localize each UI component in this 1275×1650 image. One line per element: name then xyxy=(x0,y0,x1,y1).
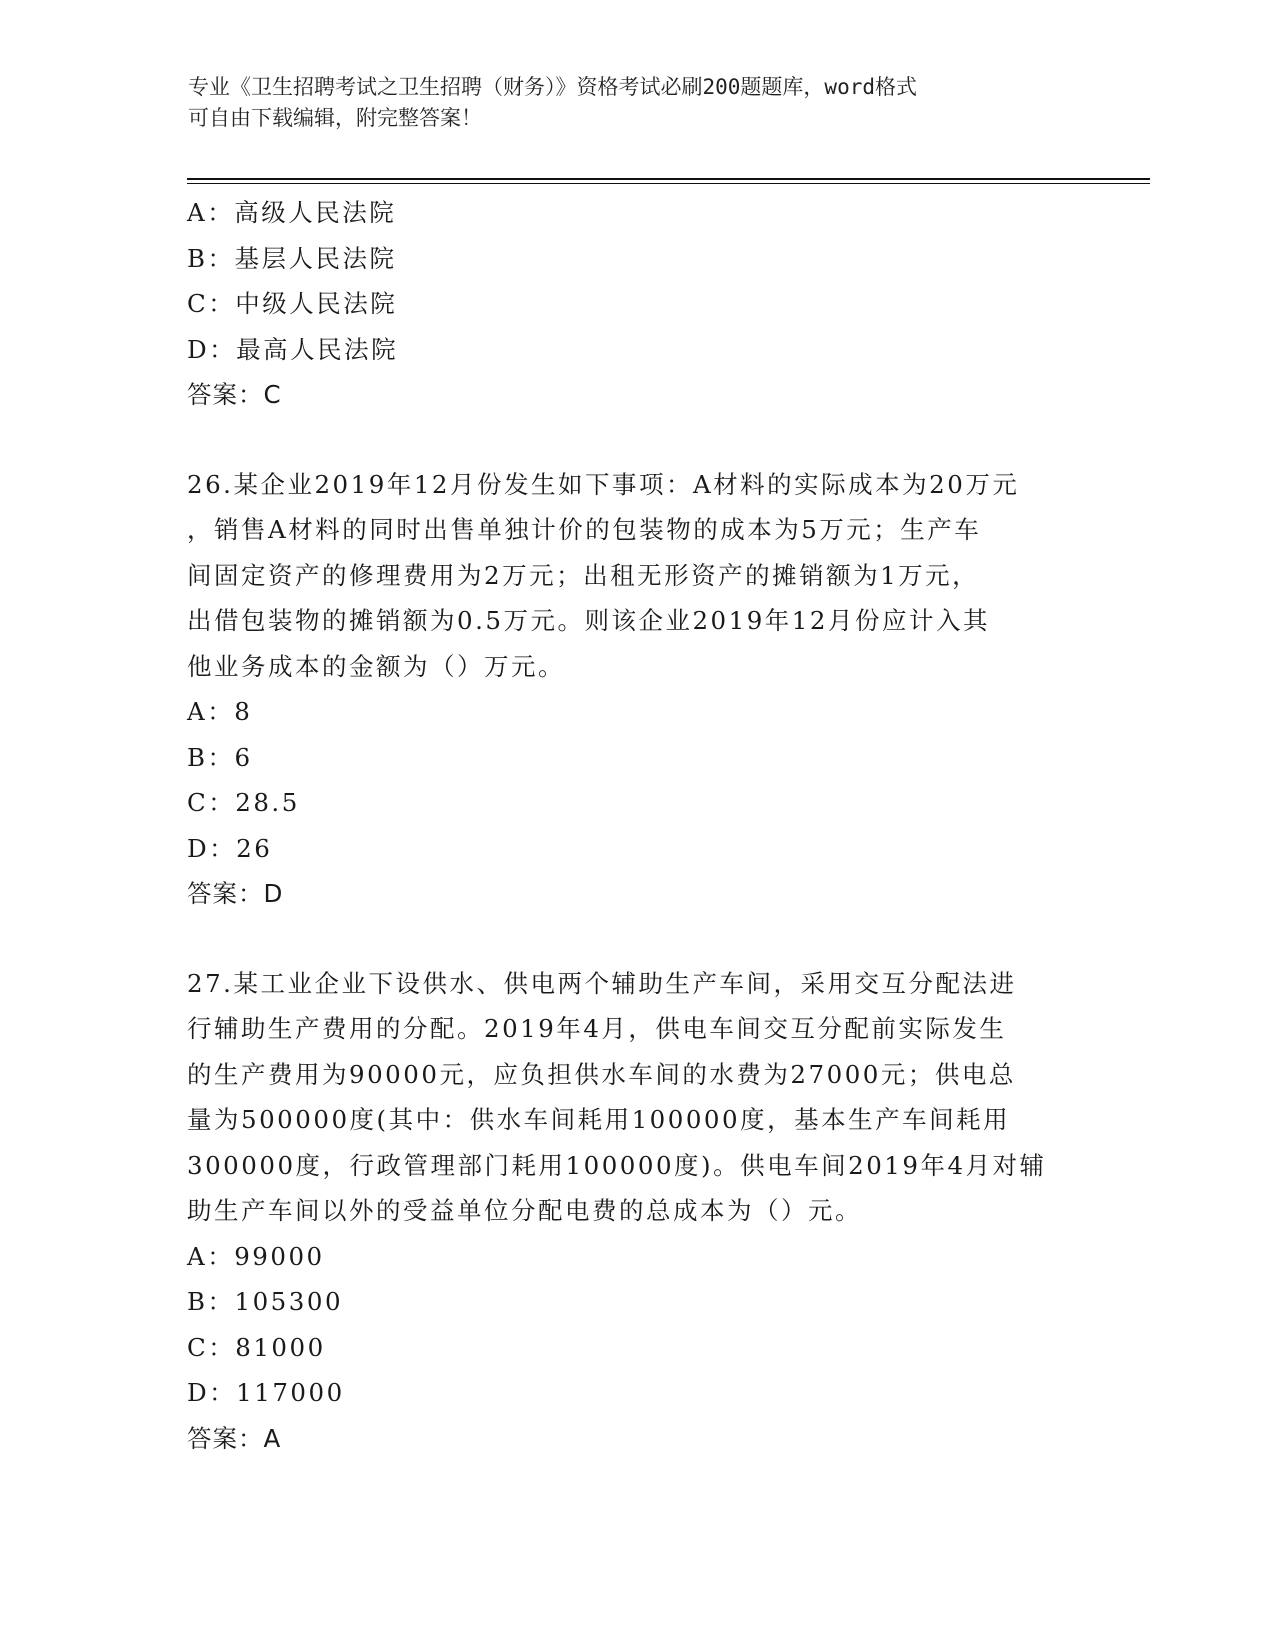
option-d: D：26 xyxy=(187,833,273,863)
question-content xyxy=(187,190,1087,1461)
question-stem-line: 助生产车间以外的受益单位分配电费的总成本为（）元。 xyxy=(187,1196,862,1225)
option-a: A：99000 xyxy=(187,1241,325,1271)
option-d: D：117000 xyxy=(187,1378,345,1407)
option-a: A：8 xyxy=(187,697,253,726)
question-26 xyxy=(187,462,1087,917)
answer-line: 答案：C xyxy=(187,380,282,409)
question-stem-line: 出借包装物的摊销额为0.5万元。则该企业2019年12月份应计入其 xyxy=(187,606,990,635)
header-line-1: 专业《卫生招聘考试之卫生招聘（财务）》资格考试必刷200题题库，word格式 xyxy=(188,75,917,99)
header-rule-thick xyxy=(187,178,1150,180)
option-b: B：基层人民法院 xyxy=(187,243,397,273)
question-stem-line: 量为500000度(其中：供水车间耗用100000度，基本生产车间耗用 xyxy=(187,1105,1011,1134)
option-c: C：81000 xyxy=(187,1332,326,1362)
question-27 xyxy=(187,961,1087,1462)
option-b: B：6 xyxy=(187,742,253,772)
header-line-2: 可自由下载编辑，附完整答案！ xyxy=(188,106,482,130)
question-stem-line: ，销售A材料的同时出售单独计价的包装物的成本为5万元；生产车 xyxy=(187,515,982,544)
question-stem-line: 26.某企业2019年12月份发生如下事项：A材料的实际成本为20万元 xyxy=(187,469,1020,499)
question-stem-line: 27.某工业企业下设供水、供电两个辅助生产车间，采用交互分配法进 xyxy=(187,968,1017,998)
spacer xyxy=(187,418,1087,462)
question-stem-line: 行辅助生产费用的分配。2019年4月，供电车间交互分配前实际发生 xyxy=(187,1014,1007,1043)
question-stem-line: 间固定资产的修理费用为2万元；出租无形资产的摊销额为1万元， xyxy=(187,560,980,590)
question-25 xyxy=(187,190,1087,418)
option-a: A：高级人民法院 xyxy=(187,198,397,227)
question-stem-line: 他业务成本的金额为（）万元。 xyxy=(187,651,565,681)
spacer xyxy=(187,917,1087,961)
document-header xyxy=(188,72,1088,134)
answer-line: 答案：A xyxy=(187,1423,282,1453)
answer-line: 答案：D xyxy=(187,879,284,908)
header-rule-thin xyxy=(187,183,1150,184)
question-stem-line: 的生产费用为90000元，应负担供水车间的水费为27000元；供电总 xyxy=(187,1059,1016,1089)
option-d: D：最高人民法院 xyxy=(187,334,399,364)
question-stem-line: 300000度，行政管理部门耗用100000度)。供电车间2019年4月对辅 xyxy=(187,1150,1047,1180)
option-b: B：105300 xyxy=(187,1287,344,1316)
option-c: C：28.5 xyxy=(187,788,300,817)
option-c: C：中级人民法院 xyxy=(187,289,398,318)
